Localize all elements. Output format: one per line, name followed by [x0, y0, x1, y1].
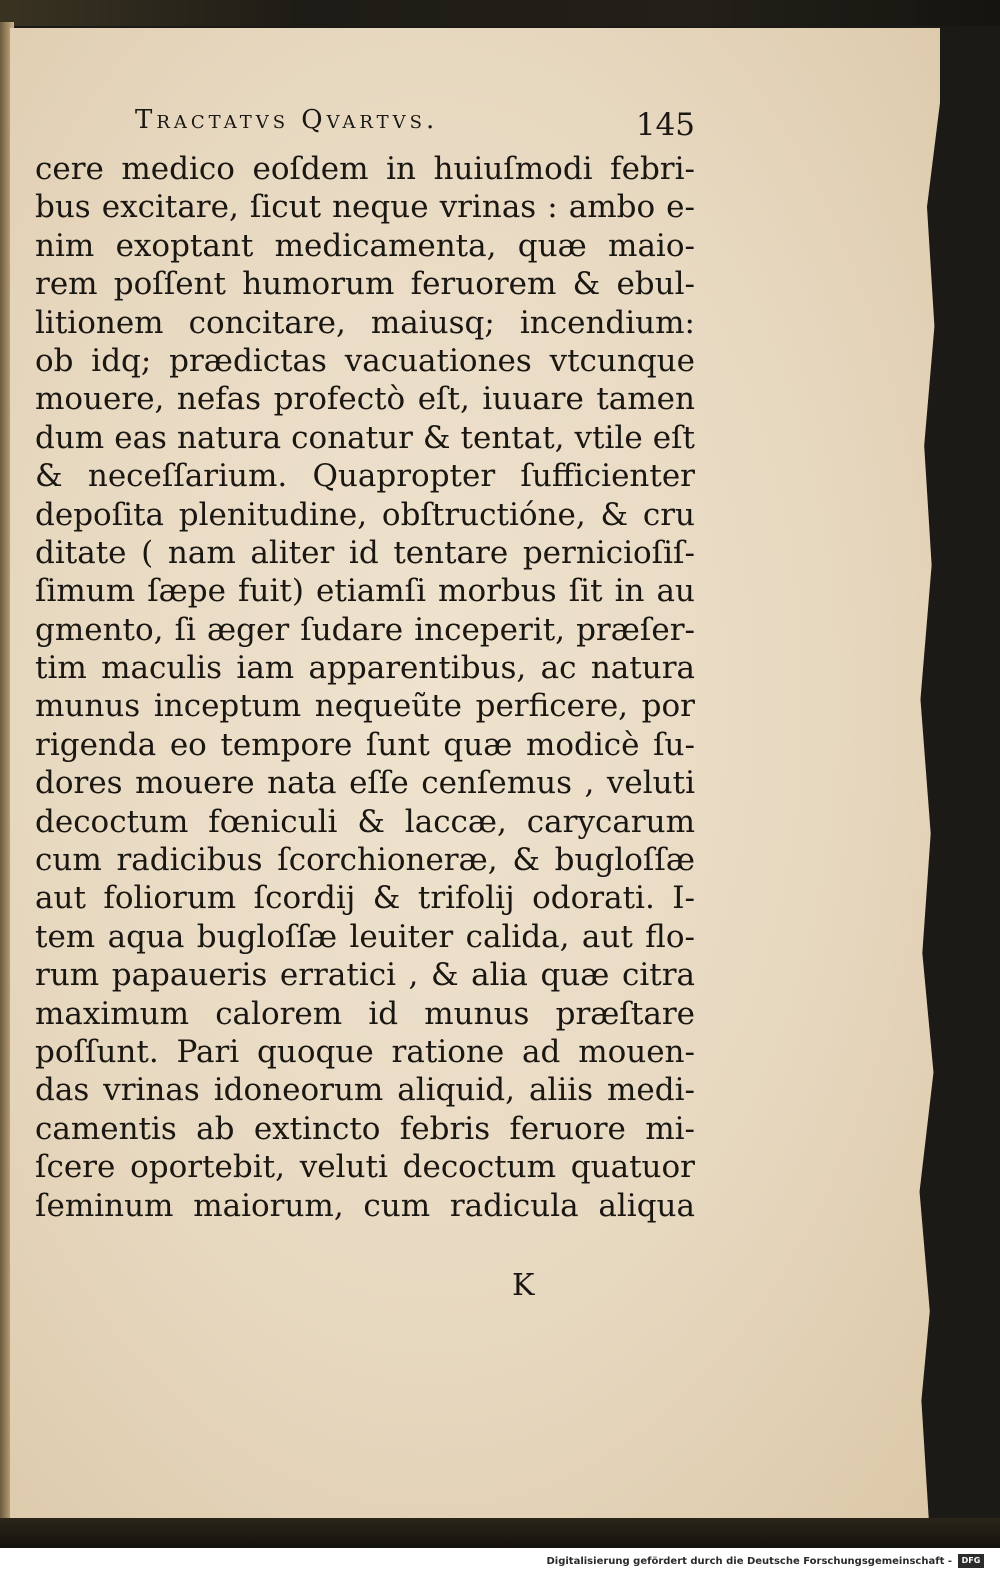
page-number: 145 [635, 107, 695, 143]
text-line: ditate ( nam aliter id tentare pernicioſiſ- [35, 534, 695, 571]
text-line: maximum calorem id munus præſtare [35, 995, 695, 1032]
text-line: cere medico eoſdem in huiuſmodi febri- [35, 151, 695, 187]
text-line: dum eas natura conatur & tentat, vtile eſt [35, 419, 695, 456]
text-line: tem aqua bugloſſæ leuiter calida, aut flo- [35, 918, 695, 955]
running-head-title: Tractatvs Qvartvs. [135, 105, 439, 135]
text-line: rem poſſent humorum feruorem & ebul- [35, 266, 695, 303]
text-line: dores mouere nata eſſe cenſemus , veluti [35, 765, 695, 802]
signature-mark: K [512, 1268, 535, 1303]
text-line: mouere, nefas profectò eſt, iuuare tamen [35, 381, 695, 418]
text-line: rigenda eo tempore ſunt quæ modicè ſu- [35, 726, 695, 763]
running-head [135, 101, 695, 151]
text-line: camentis ab extincto febris feruore mi- [35, 1110, 695, 1147]
digitization-footer [0, 1548, 1000, 1583]
text-line: & neceſſarium. Quapropter ſufficienter [35, 458, 695, 495]
book-top-edge [0, 0, 1000, 26]
text-line: cum radicibus ſcorchioneræ, & bugloſſæ [35, 842, 695, 879]
text-line: bus excitare, ſicut neque vrinas : ambo e- [35, 189, 695, 226]
text-line: litionem concitare, maiusq; incendium: [35, 304, 695, 341]
text-line: tim maculis iam apparentibus, ac natura [35, 650, 695, 687]
text-line: aut foliorum ſcordij & trifolij odorati. I- [35, 880, 695, 917]
text-line: poſſunt. Pari quoque ratione ad mouen- [35, 1033, 695, 1070]
text-line: ob idq; prædictas vacuationes vtcunque [35, 342, 695, 379]
text-line: ſimum ſæpe fuit) etiamſi morbus ſit in au [35, 573, 695, 610]
text-line: munus inceptum nequeũte perficere, por [35, 688, 695, 725]
body-text [35, 150, 695, 1225]
text-line: nim exoptant medicamenta, quæ maio- [35, 227, 695, 264]
text-line: ſeminum maiorum, cum radicula aliqua [35, 1187, 695, 1224]
funding-credit: Digitalisierung gefördert durch die Deutsche Forschungsgemeinschaft - [546, 1556, 952, 1567]
text-line: ſcere oportebit, veluti decoctum quatuor [35, 1149, 695, 1186]
text-line: gmento, ſi æger ſudare inceperit, præſer- [35, 611, 695, 648]
text-line: decoctum fœniculi & laccæ, carycarum [35, 803, 695, 840]
text-line: rum papaueris erratici , & alia quæ citra [35, 957, 695, 994]
text-line: das vrinas idoneorum aliquid, aliis medi- [35, 1072, 695, 1109]
dfg-logo-icon: DFG [958, 1554, 984, 1568]
book-bottom-edge [0, 1518, 1000, 1548]
text-line: depoſita plenitudine, obſtructióne, & cru [35, 496, 695, 533]
